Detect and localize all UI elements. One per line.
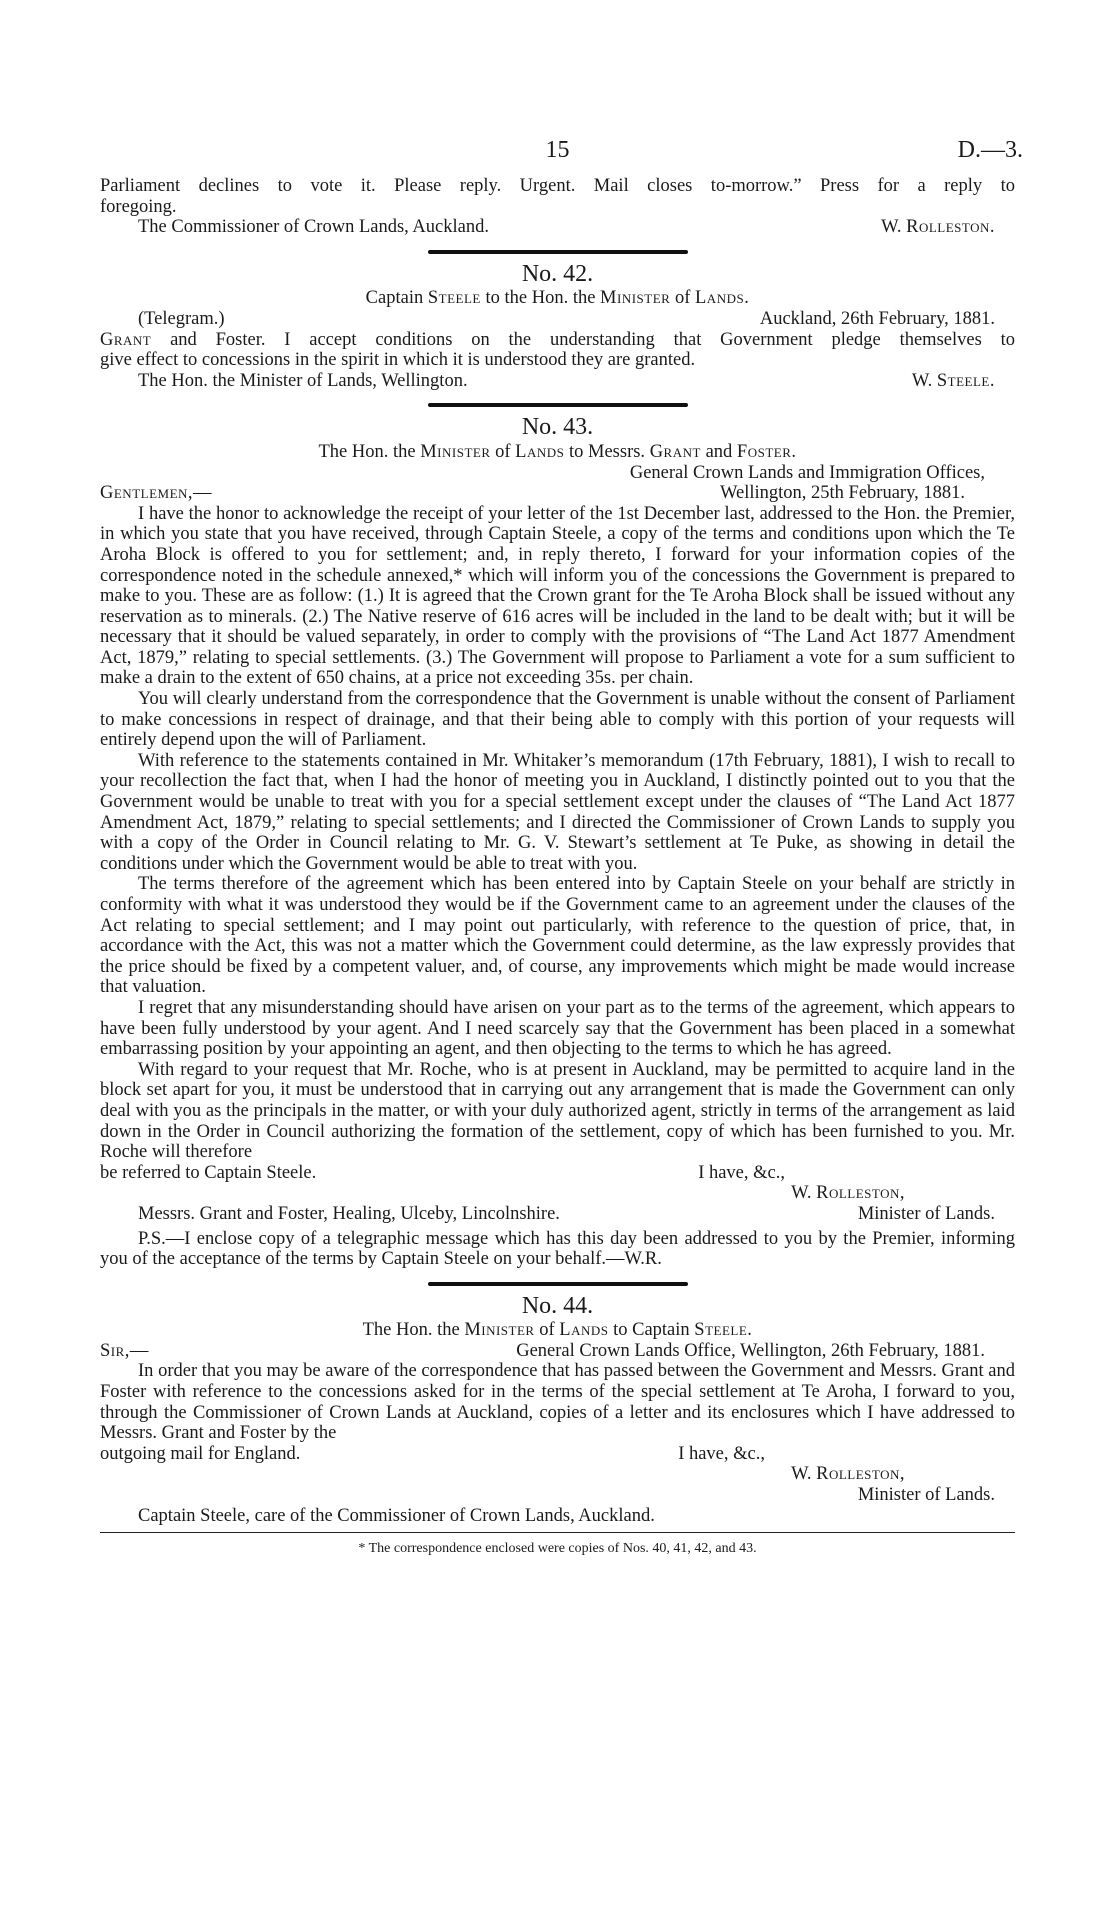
letter-no-44 bbox=[100, 1292, 1015, 1527]
paragraph: With regard to your request that Mr. Roche, who is at present in Auckland, may be permitted to acquire land in the block set apart for you, it must be understood that in carrying out any arrangement that is made the Government can only deal with you as the principals in the matter, or with your duly authorized agent, strictly in terms of the arrangement as laid down in the Order in Council authorizing the formation of the settlement, copy of which has been furnished to you. Mr. Roche will therefore bbox=[100, 1059, 1015, 1163]
closing-row bbox=[100, 1444, 1015, 1465]
section-divider bbox=[428, 250, 688, 254]
place-date: Wellington, 25th February, 1881. bbox=[720, 483, 965, 504]
paragraph: In order that you may be aware of the correspondence that has passed between the Government and Messrs. Grant and Foster with reference to the concessions asked for in the terms of the special settlement at Te Aroha, I forward to you, through the Commissioner of Crown Lands at Auckland, copies of a letter and its enclosures which I have addressed to Messrs. Grant and Foster by the bbox=[100, 1361, 1015, 1444]
document-reference: D.—3. bbox=[957, 137, 1023, 163]
letter-title: Captain Steele to the Hon. the Minister of Lands. bbox=[365, 288, 750, 309]
letter-number: No. 44. bbox=[521, 1292, 594, 1319]
document-page bbox=[100, 137, 1023, 1560]
signature: W. Steele. bbox=[911, 370, 995, 391]
letter-title: The Hon. the Minister of Lands to Captain Steele. bbox=[362, 1320, 753, 1341]
paragraph-last-line: outgoing mail for England. bbox=[100, 1443, 301, 1464]
salutation: Sir,— bbox=[100, 1340, 149, 1361]
signature-title: Minister of Lands. bbox=[857, 1485, 995, 1506]
footnote: * The correspondence enclosed were copies of Nos. 40, 41, 42, and 43. bbox=[358, 1541, 757, 1557]
paragraph-last-line: be referred to Captain Steele. bbox=[100, 1162, 317, 1183]
closing: I have, &c., bbox=[698, 1162, 785, 1183]
telegram-body-line-1: Grant and Foster. I accept conditions on the understanding that Government pledge themselves to bbox=[100, 329, 1015, 350]
carryover-signature: W. Rolleston. bbox=[881, 217, 995, 238]
signature: W. Rolleston, bbox=[791, 1464, 905, 1485]
paragraph: The terms therefore of the agreement which has been entered into by Captain Steele on your behalf are strictly in conformity with what it was understood they would be if the Government came to an agreement under the clauses of the Act relating to special settlement; and I may point out particularly, with reference to the question of price, that, in accordance with the Act, this was not a matter which the Government could determine, as the law expressly provides that the price should be fixed by a competent valuer, and, of course, any improvements which might be made would increase that valuation. bbox=[100, 874, 1015, 998]
paragraph: You will clearly understand from the correspondence that the Government is unable without the consent of Parliament to make concessions in respect of drainage, and that their being able to comply with this portion of your requests will entirely depend upon the will of Parliament. bbox=[100, 689, 1015, 751]
paragraph: I regret that any misunderstanding should have arisen on your part as to the terms of the agreement, which appears to have been fully understood by your agent. And I need scarcely say that the Government has been placed in a somewhat embarrassing position by your appointing an agent, and then objecting to the terms to which he has agreed. bbox=[100, 997, 1015, 1060]
carryover-text bbox=[100, 176, 1015, 238]
carryover-addressee: The Commissioner of Crown Lands, Auckland. bbox=[138, 217, 489, 238]
page-header bbox=[100, 137, 1023, 176]
carryover-line-2: foregoing. bbox=[100, 196, 177, 217]
place-date: Auckland, 26th February, 1881. bbox=[759, 308, 995, 329]
signature-title: Minister of Lands. bbox=[857, 1203, 995, 1224]
carryover-line-1: Parliament declines to vote it. Please reply. Urgent. Mail closes to-morrow.” Press for a reply to bbox=[100, 176, 1015, 196]
telegram-label: (Telegram.) bbox=[138, 308, 225, 329]
telegram-heading bbox=[100, 309, 1015, 330]
page-number: 15 bbox=[545, 137, 570, 163]
letter-number: No. 42. bbox=[521, 260, 594, 287]
closing-row bbox=[100, 1163, 1015, 1184]
salutation-row bbox=[100, 483, 1015, 504]
letter-number: No. 43. bbox=[521, 414, 594, 441]
telegram-body-line-2: give effect to concessions in the spirit in which it is understood they are granted. bbox=[100, 350, 696, 371]
office-date: General Crown Lands Office, Wellington, 26th February, 1881. bbox=[516, 1340, 985, 1361]
letter-title: The Hon. the Minister of Lands to Messrs. Grant and Foster. bbox=[318, 441, 797, 462]
addressee: Messrs. Grant and Foster, Healing, Ulceby, Lincolnshire. bbox=[138, 1203, 560, 1224]
footnote-rule bbox=[100, 1532, 1015, 1533]
closing: I have, &c., bbox=[678, 1443, 765, 1464]
letter-no-43 bbox=[100, 414, 1015, 1270]
postscript: P.S.—I enclose copy of a telegraphic message which has this day been addressed to you by the Premier, informing you of the acceptance of the terms by Captain Steele on your behalf.—W.R. bbox=[100, 1228, 1015, 1270]
salutation-row bbox=[100, 1341, 1015, 1362]
signature: W. Rolleston, bbox=[791, 1183, 905, 1204]
carryover-signoff bbox=[100, 217, 1015, 238]
addressee: The Hon. the Minister of Lands, Wellington. bbox=[138, 370, 468, 391]
paragraph: With reference to the statements contained in Mr. Whitaker’s memorandum (17th February, 1881), I wish to recall to your recollection the fact that, when I had the honor of meeting you in Auckland, I distinctly pointed out to you that the Government would be unable to treat with you for a special settlement except under the clauses of “The Land Act 1877 Amendment Act, 1879,” relating to special settlements; and I directed the Commissioner of Crown Lands to supply you with a copy of the Order in Council relating to Mr. G. V. Stewart’s settlement at Te Puke, as showing in detail the conditions under which the Government would be able to treat with you. bbox=[100, 750, 1015, 874]
telegram-signoff bbox=[100, 371, 1015, 392]
section-divider bbox=[428, 403, 688, 407]
salutation: Gentlemen,— bbox=[100, 483, 213, 504]
letter-no-42 bbox=[100, 260, 1015, 392]
section-divider bbox=[428, 1282, 688, 1286]
addressee: Captain Steele, care of the Commissioner of Crown Lands, Auckland. bbox=[138, 1505, 655, 1526]
signoff-row bbox=[100, 1204, 1015, 1225]
paragraph: I have the honor to acknowledge the receipt of your letter of the 1st December last, addressed to the Hon. the Premier, in which you state that you have received, through Captain Steele, a copy of the terms and conditions upon which the Te Aroha Block is offered to you for settlement; and, in reply thereto, I forward for your information copies of the correspondence noted in the schedule annexed,* which will inform you of the concessions the Government is prepared to make to you. These are as follow: (1.) It is agreed that the Crown grant for the Te Aroha Block shall be issued without any reservation as to minerals. (2.) The Native reserve of 616 acres will be included in the land to be dealt with; but it will be necessary that it should be valued separately, in order to comply with the provisions of “The Land Act 1877 Amendment Act, 1879,” relating to special settlements. (3.) The Government will propose to Parliament a vote for a sum sufficient to make a drain to the extent of 650 chains, at a price not exceeding 35s. per chain. bbox=[100, 503, 1015, 689]
office-heading: General Crown Lands and Immigration Offices, bbox=[629, 462, 985, 483]
